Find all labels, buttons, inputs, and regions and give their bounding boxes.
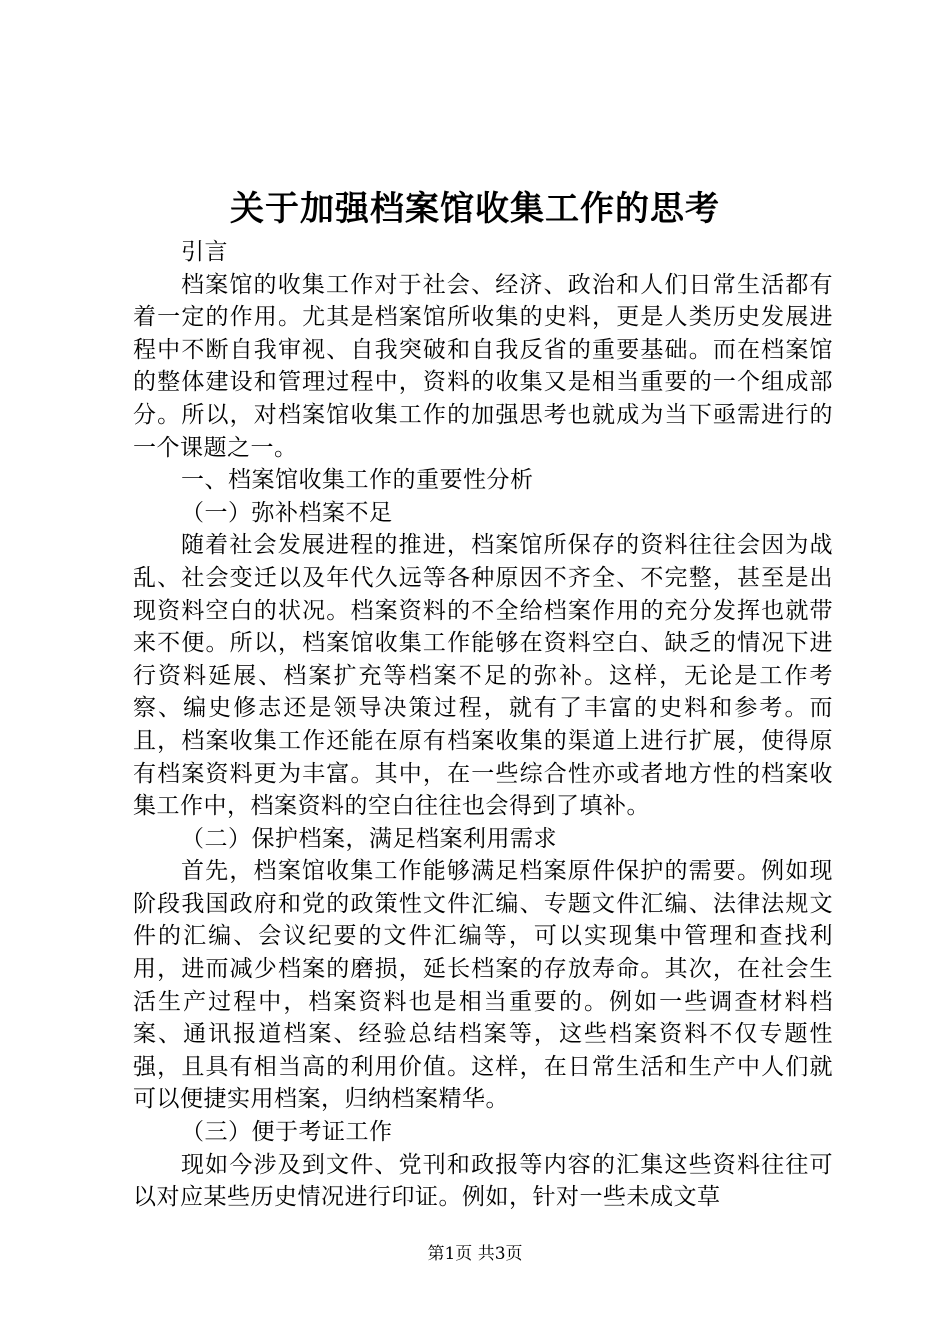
subsection-heading-1-1: （一）弥补档案不足 [181,499,393,526]
subsection-heading-1-3: （三）便于考证工作 [181,1119,393,1146]
section-heading-intro: 引言 [181,239,228,265]
paragraph-intro: 档案馆的收集工作对于社会、经济、政治和人们日常生活都有着一定的作用。尤其是档案馆所收集的史料，更是人类历史发展进程中不断自我审视、自我突破和自我反省的重要基础。而在档案馆的整体建设和管理过程中，资料的收集又是相当重要的一个组成部分。所以，对档案馆收集工作的加强思考也就成为当下亟需进行的一个课题之一。 [133,271,833,461]
page-footer: 第1页 共3页 [427,1244,523,1264]
paragraph-1-2: 首先，档案馆收集工作能够满足档案原件保护的需要。例如现阶段我国政府和党的政策性文件汇编、专题文件汇编、法律法规文件的汇编、会议纪要的文件汇编等，可以实现集中管理和查找利用，进而减少档案的磨损，延长档案的存放寿命。其次，在社会生活生产过程中，档案资料也是相当重要的。例如一些调查材料档案、通讯报道档案、经验总结档案等，这些档案资料不仅专题性强，且具有相当高的利用价值。这样，在日常生活和生产中人们就可以便捷实用档案，归纳档案精华。 [133,858,833,1113]
paragraph-1-1: 随着社会发展进程的推进，档案馆所保存的资料往往会因为战乱、社会变迁以及年代久远等各种原因不齐全、不完整，甚至是出现资料空白的状况。档案资料的不全给档案作用的充分发挥也就带来不便。所以，档案馆收集工作能够在资料空白、缺乏的情况下进行资料延展、档案扩充等档案不足的弥补。这样，无论是工作考察、编史修志还是领导决策过程，就有了丰富的史料和参考。而且，档案收集工作还能在原有档案收集的渠道上进行扩展，使得原有档案资料更为丰富。其中，在一些综合性亦或者地方性的档案收集工作中，档案资料的空白往往也会得到了填补。 [133,532,833,820]
section-heading-1: 一、档案馆收集工作的重要性分析 [181,467,534,494]
subsection-heading-1-2: （二）保护档案，满足档案利用需求 [181,825,557,852]
document-title: 关于加强档案馆收集工作的思考 [230,189,720,229]
document-body [133,236,833,1214]
paragraph-1-3: 现如今涉及到文件、党刊和政报等内容的汇集这些资料往往可以对应某些历史情况进行印证。例如，针对一些未成文草 [133,1151,833,1211]
